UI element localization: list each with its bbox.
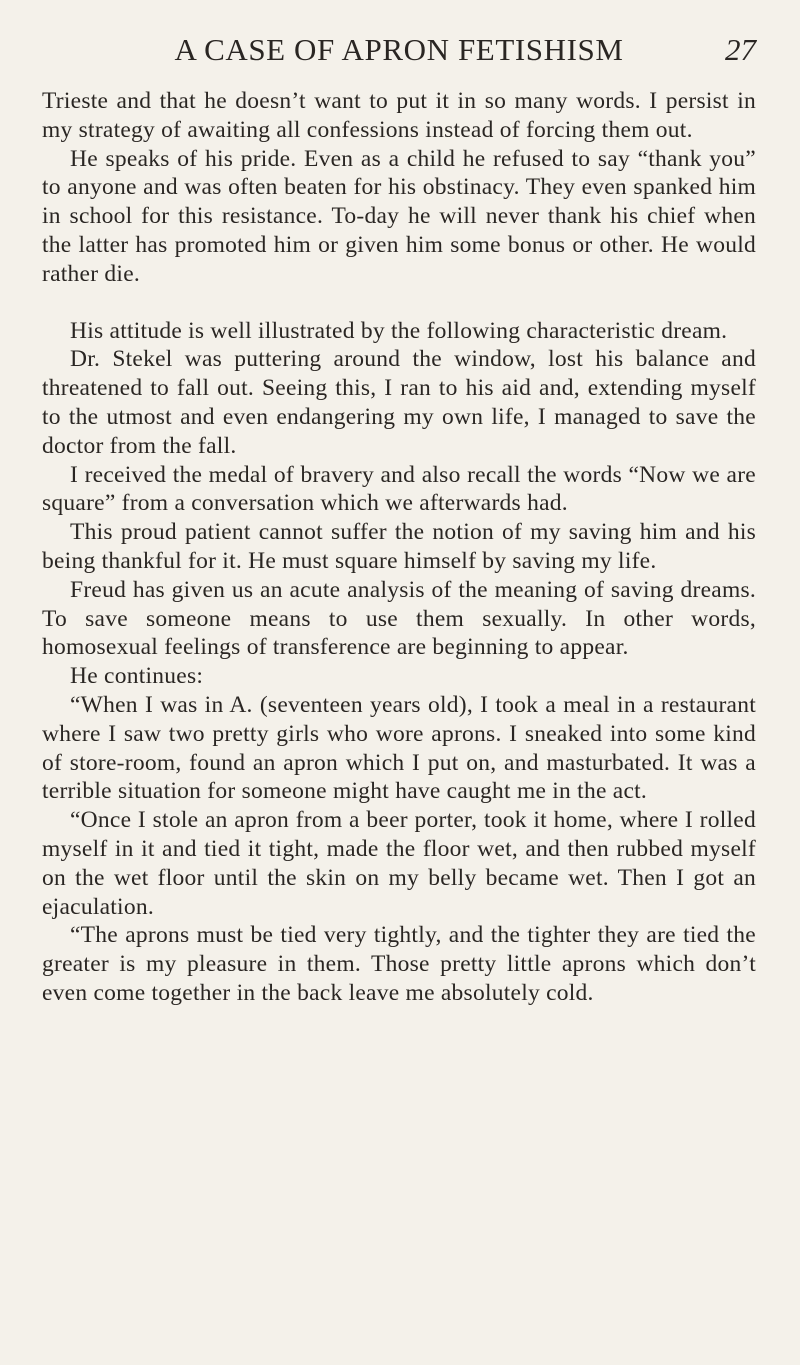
running-head bbox=[42, 30, 756, 70]
paragraph-restaurant: “When I was in A. (seventeen years old), I took a meal in a restaurant where I saw two pretty girls who wore aprons. I sneaked into some kind of store-room, found an apron which I put on, and masturbated. It was a terrible situation for someone might have caught me in the act. bbox=[42, 691, 756, 805]
paragraph-tied-aprons: “The aprons must be tied very tightly, and the tighter they are tied the greater is my pleasure in them. Those pretty little aprons which don’t even come together in the back leave me absolutely cold. bbox=[42, 922, 756, 1006]
paragraph-dream-intro: His attitude is well illustrated by the following characteristic dream. bbox=[70, 317, 728, 344]
paragraph-medal: I received the medal of bravery and also recall the words “Now we are square” from a conversation which we afterwards had. bbox=[42, 461, 756, 517]
paragraph-proud-patient: This proud patient cannot suffer the notion of my saving him and his being thankful for it. He must square himself by saving my life. bbox=[42, 519, 756, 574]
paragraph-pride: He speaks of his pride. Even as a child he refused to say “thank you” to anyone and was often beaten for his obstinacy. They even spanked him in school for this resistance. To-day he will never thank his chief when the latter has promoted him or given him some bonus or other. He would rather die. bbox=[42, 145, 756, 287]
paragraph-dream-account: Dr. Stekel was puttering around the window, lost his balance and threatened to fall out. Seeing this, I ran to his aid and, extending myself to the utmost and even endangering my own life, I managed to save the doctor from the fall. bbox=[42, 346, 756, 459]
running-title: A CASE OF APRON FETISHISM bbox=[174, 32, 624, 67]
page-number: 27 bbox=[725, 32, 756, 67]
paragraph-beer-porter: “Once I stole an apron from a beer porter, took it home, where I rolled myself in it and tied it tight, made the floor wet, and then rubbed myself on the wet floor until the skin on my belly became wet. Then I got an ejaculation. bbox=[42, 807, 756, 920]
paragraph-freud: Freud has given us an acute analysis of the meaning of saving dreams. To save someone means to use them sexually. In other words, homosexual feelings of transference are beginning to appear. bbox=[42, 576, 756, 661]
paragraph-continuation: Trieste and that he doesn’t want to put it in so many words. I persist in my strategy of awaiting all confessions instead of forcing them out. bbox=[42, 88, 756, 143]
body-text bbox=[42, 87, 756, 1008]
paragraph-continues: He continues: bbox=[70, 663, 204, 690]
